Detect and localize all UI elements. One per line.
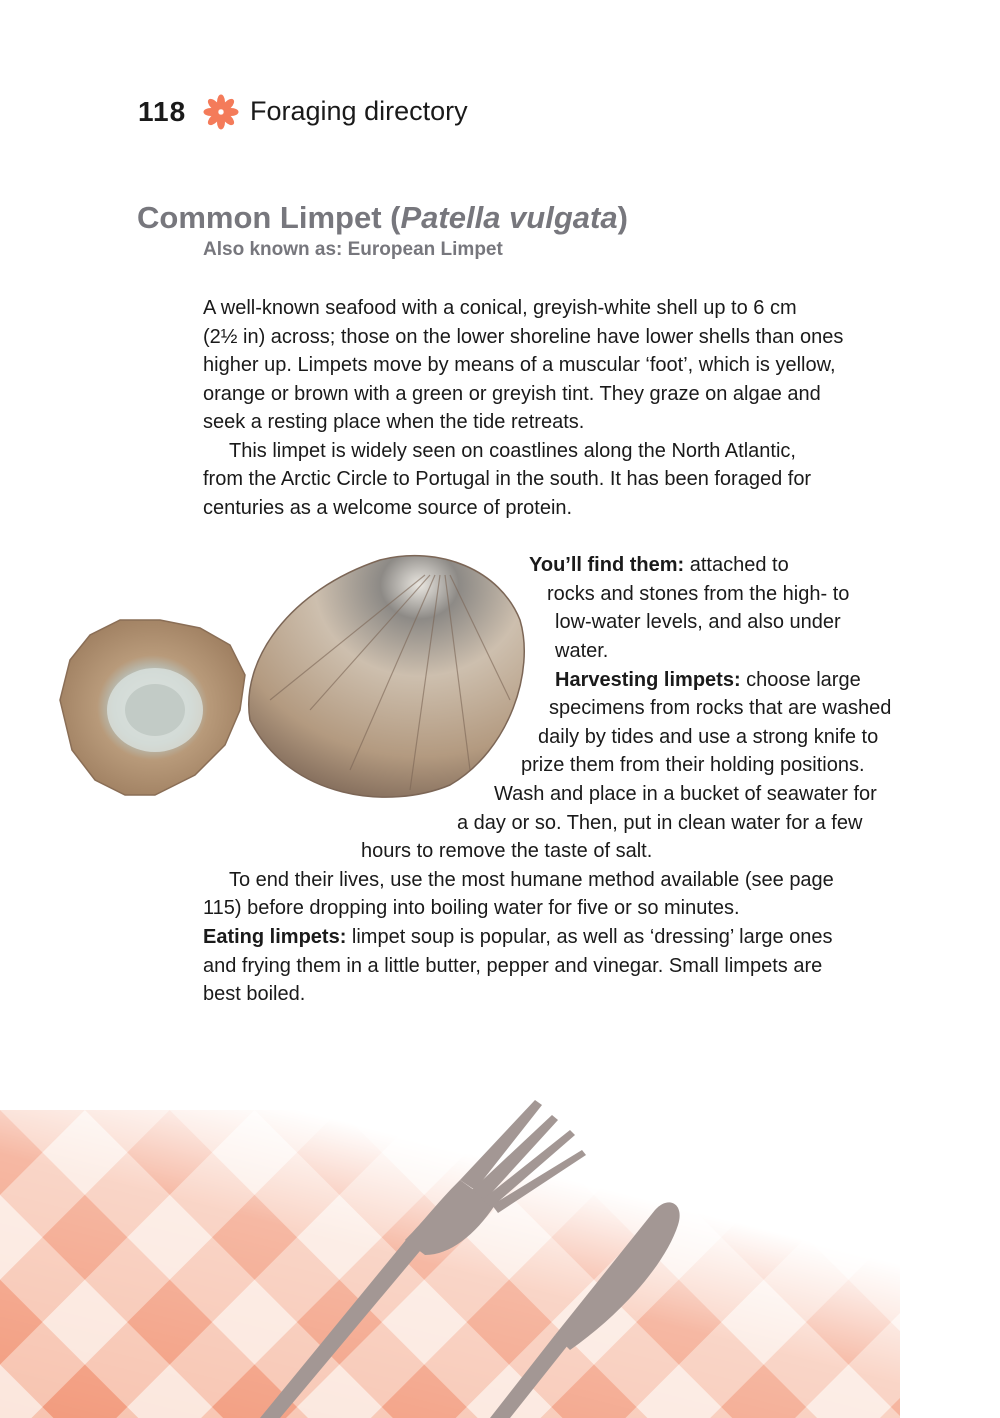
text-line: [203, 925, 833, 949]
line-text: prize them from their holding positions.: [521, 754, 865, 776]
line-text: Wash and place in a bucket of seawater for: [494, 783, 877, 805]
section-title: Foraging directory: [250, 96, 468, 126]
line-text: and frying them in a little butter, pepper and vinegar. Small limpets are: [203, 955, 823, 977]
text-line: [529, 553, 789, 577]
line-text: rocks and stones from the high- to: [547, 583, 850, 605]
line-text: 115) before dropping into boiling water for five or so minutes.: [203, 897, 740, 919]
line-text: best boiled.: [203, 983, 306, 1005]
text-line: [555, 639, 608, 663]
text-line: [203, 325, 843, 349]
text-line: [203, 382, 821, 406]
text-line: [555, 668, 861, 692]
text-line: [521, 753, 865, 777]
text-line: [538, 725, 878, 749]
limpet-illustration: [50, 550, 530, 810]
line-text: a day or so. Then, put in clean water for a few: [457, 812, 863, 834]
text-line: [203, 296, 797, 320]
text-line: [229, 868, 834, 892]
knife-icon: [440, 1195, 690, 1418]
line-text: This limpet is widely seen on coastlines along the North Atlantic,: [229, 440, 796, 462]
text-line: [203, 982, 305, 1006]
bold-lead: Eating limpets:: [203, 926, 347, 948]
text-line: [494, 782, 877, 806]
line-text: (2½ in) across; those on the lower shoreline have lower shells than ones: [203, 326, 844, 348]
line-text: attached to: [684, 554, 789, 576]
line-text: low-water levels, and also under: [555, 611, 841, 633]
text-line: [203, 896, 740, 920]
text-line: [457, 811, 862, 835]
line-text: To end their lives, use the most humane method available (see page: [229, 869, 834, 891]
line-text: seek a resting place when the tide retreats.: [203, 411, 585, 433]
line-text: water.: [555, 640, 609, 662]
text-line: [203, 467, 811, 491]
line-text: A well-known seafood with a conical, greyish-white shell up to 6 cm: [203, 297, 797, 319]
text-line: [549, 696, 891, 720]
text-line: [547, 582, 849, 606]
line-text: from the Arctic Circle to Portugal in the south. It has been foraged for: [203, 468, 812, 490]
limpet-shell: [249, 556, 525, 797]
line-text: limpet soup is popular, as well as ‘dressing’ large ones: [346, 926, 833, 948]
line-text: orange or brown with a green or greyish tint. They graze on algae and: [203, 383, 821, 405]
flower-icon: [202, 93, 240, 131]
text-line: [203, 954, 822, 978]
line-text: centuries as a welcome source of protein.: [203, 497, 573, 519]
also-known-as: Also known as: European Limpet: [203, 239, 503, 260]
page-number: 118: [138, 96, 187, 127]
text-line: [361, 839, 652, 863]
bold-lead: Harvesting limpets:: [555, 669, 741, 691]
line-text: choose large: [740, 669, 861, 691]
line-text: daily by tides and use a strong knife to: [538, 726, 879, 748]
text-line: [203, 496, 572, 520]
entry-title: Common Limpet (Patella vulgata): [137, 200, 628, 235]
text-line: [555, 610, 841, 634]
line-text: specimens from rocks that are washed: [549, 697, 892, 719]
text-line: [229, 439, 796, 463]
text-line: [203, 353, 836, 377]
line-text: higher up. Limpets move by means of a muscular ‘foot’, which is yellow,: [203, 354, 836, 376]
text-line: [203, 410, 584, 434]
bold-lead: You’ll find them:: [529, 554, 685, 576]
line-text: hours to remove the taste of salt.: [361, 840, 653, 862]
